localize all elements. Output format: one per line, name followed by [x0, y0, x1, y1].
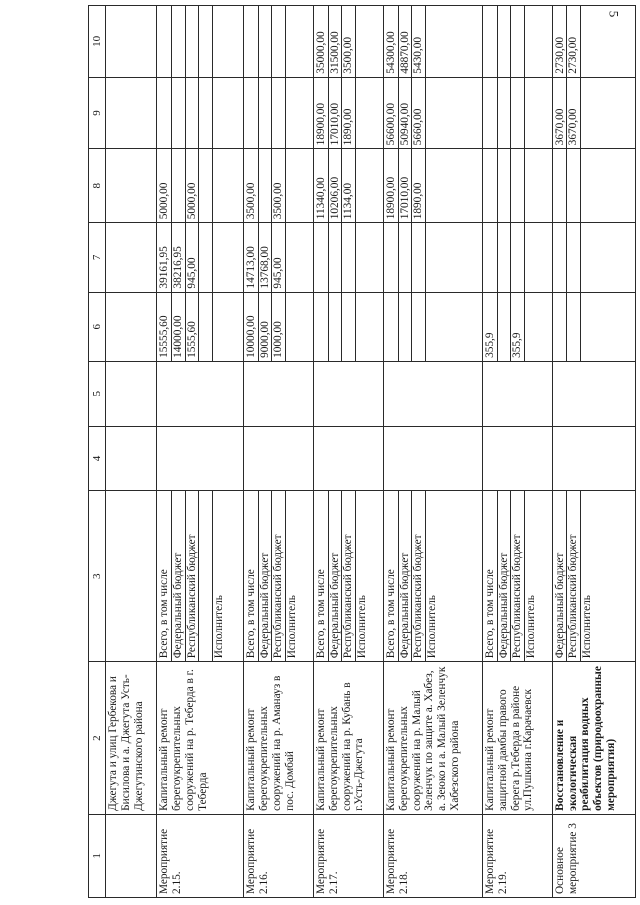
value-cell-c6 — [157, 292, 244, 361]
value — [315, 293, 329, 361]
funding-sources — [157, 491, 244, 662]
value: 1134,00 — [342, 149, 356, 222]
funding-source-label — [199, 491, 213, 661]
funding-source-label: Федеральный бюджет — [554, 491, 568, 661]
column-header: 3 — [89, 491, 106, 662]
value: 945,00 — [272, 223, 286, 291]
column-header: 2 — [89, 662, 106, 815]
value: 5430,00 — [412, 6, 426, 77]
value — [581, 149, 594, 222]
value — [286, 293, 299, 361]
value — [172, 78, 186, 149]
value — [213, 223, 226, 291]
table-row — [157, 6, 244, 898]
table-row — [552, 6, 635, 898]
col-4-cell — [244, 426, 314, 491]
value — [525, 223, 538, 291]
value: 17010,00 — [399, 149, 413, 222]
value: 1890,00 — [342, 78, 356, 149]
value: 3500,00 — [342, 6, 356, 77]
value — [385, 293, 399, 361]
value — [329, 223, 343, 291]
value — [213, 149, 226, 222]
value — [511, 78, 525, 149]
value — [172, 149, 186, 222]
col-5-cell — [157, 361, 244, 426]
funding-source-label: Всего, в том числе — [484, 491, 498, 661]
table-body — [106, 6, 636, 898]
empty-cell — [106, 491, 157, 662]
value-cell-c9 — [244, 77, 314, 149]
row-id: Мероприятие 2.16. — [244, 814, 314, 897]
value — [272, 78, 286, 149]
funding-sources — [552, 491, 635, 662]
value-cell-c8 — [157, 149, 244, 223]
value-cell-c8 — [244, 149, 314, 223]
empty-cell — [106, 361, 157, 426]
column-header: 6 — [89, 292, 106, 361]
value-cell-c9 — [383, 77, 482, 149]
value — [399, 223, 413, 291]
value: 2730,00 — [567, 6, 581, 77]
value — [199, 149, 213, 222]
value — [342, 223, 356, 291]
funding-source-label: Исполнитель — [285, 595, 298, 659]
column-header: 1 — [89, 814, 106, 897]
value: 56600,00 — [385, 78, 399, 149]
value-cell-c10 — [383, 6, 482, 78]
value — [158, 78, 172, 149]
value-cell-c7 — [157, 223, 244, 292]
value-cell-c9 — [482, 77, 552, 149]
value — [498, 78, 512, 149]
row-id: Основное мероприятие 3 — [552, 814, 635, 897]
value — [567, 293, 581, 361]
funding-source-label: Федеральный бюджет — [259, 491, 273, 661]
value — [498, 149, 512, 222]
value — [172, 6, 186, 77]
col-5-cell — [314, 361, 384, 426]
value — [329, 293, 343, 361]
value — [399, 293, 413, 361]
row-id — [106, 814, 157, 897]
empty-cell — [106, 77, 157, 149]
value: 11340,00 — [315, 149, 329, 222]
row-description: Капитальный ремонт берегоукрепительных сооружений на р. Аманауз в пос. Домбай — [244, 662, 314, 815]
funding-sources — [314, 491, 384, 662]
value — [426, 78, 439, 149]
value — [259, 78, 273, 149]
funding-source-label: Всего, в том числе — [315, 491, 329, 661]
column-header: 9 — [89, 77, 106, 149]
value — [426, 223, 439, 291]
value: 13768,00 — [259, 223, 273, 291]
value-cell-c6 — [482, 292, 552, 361]
value-cell-c6 — [383, 292, 482, 361]
value: 14000,00 — [172, 293, 186, 361]
value: 355,9 — [511, 293, 525, 361]
funding-source-label: Республиканский бюджет — [272, 491, 286, 661]
table-row — [244, 6, 314, 898]
value — [525, 293, 538, 361]
empty-cell — [106, 6, 157, 78]
value-cell-c9 — [552, 77, 635, 149]
value: 50940,00 — [399, 78, 413, 149]
budget-table — [88, 5, 636, 898]
row-id: Мероприятие 2.19. — [482, 814, 552, 897]
value — [426, 6, 439, 77]
value — [245, 78, 259, 149]
col-4-cell — [552, 426, 635, 491]
header-row — [89, 6, 106, 898]
col-4-cell — [314, 426, 384, 491]
value — [199, 223, 213, 291]
funding-source-label: Республиканский бюджет — [342, 491, 356, 661]
value: 10206,00 — [329, 149, 343, 222]
value: 14713,00 — [245, 223, 259, 291]
value: 2730,00 — [554, 6, 568, 77]
value — [412, 293, 426, 361]
empty-cell — [106, 426, 157, 491]
value — [199, 293, 213, 361]
funding-source-label: Исполнитель — [581, 595, 594, 659]
value: 31500,00 — [329, 6, 343, 77]
value — [511, 149, 525, 222]
funding-source-label: Республиканский бюджет — [511, 491, 525, 661]
value: 18900,00 — [315, 78, 329, 149]
value — [286, 6, 299, 77]
value-cell-c10 — [482, 6, 552, 78]
value: 1555,60 — [186, 293, 200, 361]
value: 10000,00 — [245, 293, 259, 361]
value-cell-c9 — [314, 77, 384, 149]
value-cell-c7 — [244, 223, 314, 292]
value — [199, 78, 213, 149]
value-cell-c7 — [383, 223, 482, 292]
value — [484, 6, 498, 77]
value-cell-c8 — [482, 149, 552, 223]
value — [581, 223, 594, 291]
funding-source-label: Федеральный бюджет — [498, 491, 512, 661]
value — [484, 149, 498, 222]
funding-sources — [482, 491, 552, 662]
value: 3500,00 — [245, 149, 259, 222]
col-5-cell — [552, 361, 635, 426]
value — [199, 6, 213, 77]
value: 38216,95 — [172, 223, 186, 291]
value — [412, 223, 426, 291]
column-header: 10 — [89, 6, 106, 78]
value — [286, 149, 299, 222]
funding-source-label: Исполнитель — [425, 595, 438, 659]
value — [186, 78, 200, 149]
funding-source-label: Федеральный бюджет — [172, 491, 186, 661]
value — [286, 78, 299, 149]
funding-source-label: Исполнитель — [355, 595, 368, 659]
value — [342, 293, 356, 361]
funding-source-label: Федеральный бюджет — [329, 491, 343, 661]
value — [567, 149, 581, 222]
value-cell-c6 — [244, 292, 314, 361]
funding-source-label: Всего, в том числе — [385, 491, 399, 661]
value: 3670,00 — [567, 78, 581, 149]
value — [356, 223, 369, 291]
value — [259, 149, 273, 222]
column-header: 5 — [89, 361, 106, 426]
value: 17010,00 — [329, 78, 343, 149]
value: 355,9 — [484, 293, 498, 361]
value-cell-c7 — [482, 223, 552, 292]
value-cell-c8 — [383, 149, 482, 223]
value: 5660,00 — [412, 78, 426, 149]
empty-cell — [106, 149, 157, 223]
value-cell-c7 — [552, 223, 635, 292]
value — [511, 223, 525, 291]
row-description: Капитальный ремонт защитной дамбы правого берега р.Теберда в районе ул.Пушкина г.Карачаевск — [482, 662, 552, 815]
value — [484, 223, 498, 291]
value — [356, 6, 369, 77]
row-id: Мероприятие 2.15. — [157, 814, 244, 897]
value — [315, 223, 329, 291]
funding-source-label: Исполнитель — [524, 595, 537, 659]
funding-source-label: Республиканский бюджет — [567, 491, 581, 661]
value — [356, 78, 369, 149]
col-4-cell — [482, 426, 552, 491]
row-id: Мероприятие 2.17. — [314, 814, 384, 897]
value: 3500,00 — [272, 149, 286, 222]
page-number: 5 — [606, 10, 622, 18]
value: 15555,60 — [158, 293, 172, 361]
value — [498, 293, 512, 361]
empty-cell — [106, 223, 157, 292]
table-row — [482, 6, 552, 898]
col-5-cell — [244, 361, 314, 426]
value-cell-c10 — [157, 6, 244, 78]
value — [286, 223, 299, 291]
value — [186, 6, 200, 77]
table-row — [383, 6, 482, 898]
value — [385, 223, 399, 291]
value — [498, 6, 512, 77]
empty-cell — [106, 292, 157, 361]
funding-source-label: Республиканский бюджет — [186, 491, 200, 661]
value: 1000,00 — [272, 293, 286, 361]
row-id: Мероприятие 2.18. — [383, 814, 482, 897]
value — [525, 78, 538, 149]
value — [498, 223, 512, 291]
value — [158, 6, 172, 77]
value-cell-c6 — [314, 292, 384, 361]
funding-source-label: Федеральный бюджет — [399, 491, 413, 661]
value-cell-c8 — [552, 149, 635, 223]
funding-source-label: Исполнитель — [212, 595, 225, 659]
value — [213, 78, 226, 149]
value: 5000,00 — [186, 149, 200, 222]
value — [259, 6, 273, 77]
value — [554, 223, 568, 291]
value-cell-c10 — [244, 6, 314, 78]
funding-source-label: Республиканский бюджет — [412, 491, 426, 661]
funding-sources — [383, 491, 482, 662]
value: 9000,00 — [259, 293, 273, 361]
value — [356, 149, 369, 222]
row-description: Восстановление и экологическая реабилитация водных объектов (природоохранные мероприятия) — [552, 662, 635, 815]
value — [426, 149, 439, 222]
row-description: Капитальный ремонт берегоукрепительных сооружений на р. Малый Зеленчук по защите а. Хабез, а. Зеюко и а. Малый Зеленчук Хабезского района — [383, 662, 482, 815]
row-description: Капитальный ремонт берегоукрепительных сооружений на р. Теберда в г. Теберда — [157, 662, 244, 815]
value: 48870,00 — [399, 6, 413, 77]
value-cell-c10 — [552, 6, 635, 78]
value-cell-c9 — [157, 77, 244, 149]
continuation-row — [106, 6, 157, 898]
value: 3670,00 — [554, 78, 568, 149]
col-5-cell — [482, 361, 552, 426]
value — [525, 149, 538, 222]
column-header: 8 — [89, 149, 106, 223]
funding-sources — [244, 491, 314, 662]
rotated-page — [88, 5, 636, 898]
funding-source-label: Всего, в том числе — [158, 491, 172, 661]
column-header: 4 — [89, 426, 106, 491]
value — [525, 6, 538, 77]
value — [581, 78, 594, 149]
row-description: Капитальный ремонт берегоукрепительных сооружений на р. Кубань в г.Усть-Джегута — [314, 662, 384, 815]
value — [554, 149, 568, 222]
value — [567, 223, 581, 291]
value — [554, 293, 568, 361]
value: 35000,00 — [315, 6, 329, 77]
value — [511, 6, 525, 77]
row-description: Джегута и улиц Гербекова и Бисилова и а. Джегута Усть-Джегутинского района — [106, 662, 157, 815]
table-row — [314, 6, 384, 898]
value — [426, 293, 439, 361]
col-5-cell — [383, 361, 482, 426]
value: 18900,00 — [385, 149, 399, 222]
value — [581, 293, 594, 361]
col-4-cell — [383, 426, 482, 491]
value — [272, 6, 286, 77]
value — [356, 293, 369, 361]
value — [213, 293, 226, 361]
value-cell-c8 — [314, 149, 384, 223]
value: 5000,00 — [158, 149, 172, 222]
value-cell-c10 — [314, 6, 384, 78]
value: 1890,00 — [412, 149, 426, 222]
value-cell-c7 — [314, 223, 384, 292]
value-cell-c6 — [552, 292, 635, 361]
value: 945,00 — [186, 223, 200, 291]
value — [484, 78, 498, 149]
funding-source-label: Всего, в том числе — [245, 491, 259, 661]
col-4-cell — [157, 426, 244, 491]
value: 54300,00 — [385, 6, 399, 77]
value — [581, 6, 594, 77]
value — [213, 6, 226, 77]
value — [245, 6, 259, 77]
column-header: 7 — [89, 223, 106, 292]
value: 39161,95 — [158, 223, 172, 291]
